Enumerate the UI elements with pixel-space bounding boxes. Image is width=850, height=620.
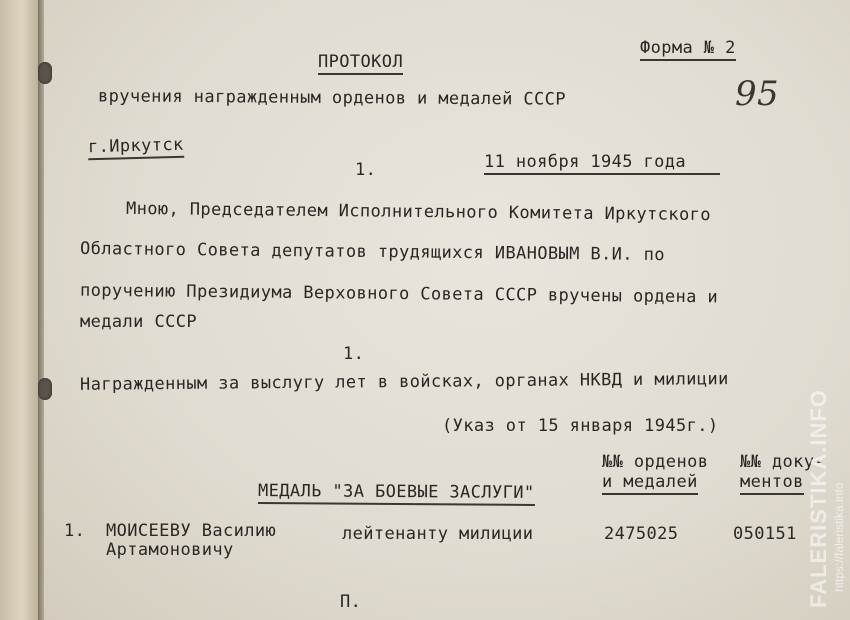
watermark-brand: FALERISTIKA.INFO <box>806 389 831 608</box>
recipient-name: МОИСЕЕВУ Василию <box>106 521 277 541</box>
document-number: 050151 <box>733 524 797 544</box>
recipient-rank: лейтенанту милиции <box>342 524 534 544</box>
column-header-orders: и медалей <box>602 472 698 495</box>
decree-reference: (Указ от 15 января 1945г.) <box>442 416 719 436</box>
section-one-number: 1. <box>343 344 365 364</box>
page-number-handwritten: 95 <box>735 74 780 114</box>
column-header-documents: ментов <box>740 472 804 495</box>
column-header-documents: №№ доку- <box>740 452 826 472</box>
date-mark: 1. <box>355 160 377 180</box>
paragraph-line: медали СССР <box>80 312 197 332</box>
section-two-number: П. <box>340 592 362 612</box>
column-header-orders: №№ орденов <box>602 452 709 472</box>
order-number: 2475025 <box>604 524 679 544</box>
form-label: Форма № 2 <box>640 38 736 61</box>
row-index: 1. <box>64 521 86 541</box>
document-title: ПРОТОКОЛ <box>318 52 403 75</box>
binder-spine <box>0 0 40 620</box>
watermark <box>800 389 846 610</box>
binding-hole <box>38 378 52 400</box>
watermark-url: https://faleristika.info <box>832 482 846 592</box>
paragraph-line: Областного Совета депутатов трудящихся ИВАНОВЫМ В.И. по <box>79 238 666 266</box>
document-date: 11 ноября 1945 года <box>484 152 720 175</box>
medal-name: МЕДАЛЬ "ЗА БОЕВЫЕ ЗАСЛУГИ" <box>258 481 535 506</box>
section-one-heading: Награжденным за выслугу лет в войсках, органах НКВД и милиции <box>79 369 729 395</box>
city-label: г.Иркутск <box>88 135 184 160</box>
paragraph-line: Мною, Председателем Исполнительного Комитета Иркутского <box>125 198 712 226</box>
recipient-name: Артамоновичу <box>106 540 234 560</box>
paragraph-line: поручению Президиума Верховного Совета СССР вручены ордена и <box>79 280 719 308</box>
document-subtitle: вручения награжденным орденов и медалей СССР <box>97 86 567 110</box>
binding-hole <box>38 62 52 84</box>
